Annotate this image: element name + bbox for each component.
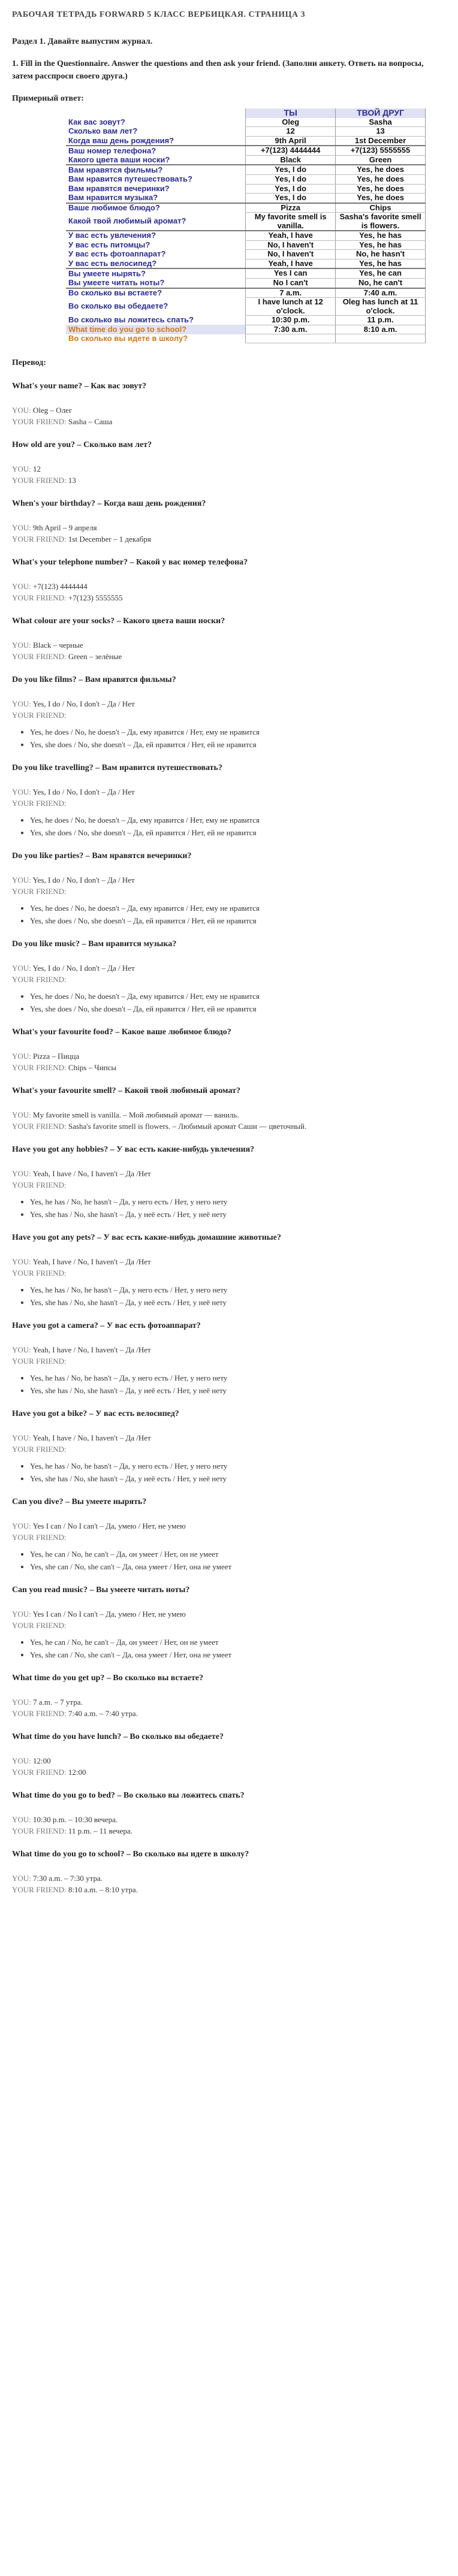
friend-answer: 13 — [68, 476, 76, 485]
you-label: YOU: — [12, 1168, 31, 1178]
qa-list — [12, 380, 446, 1896]
friend-answer-cell: 7:40 a.m. — [336, 288, 426, 298]
friend-line — [12, 1532, 446, 1544]
you-answer-cell: 7:30 a.m. — [246, 325, 336, 334]
friend-option: • Yes, she has / No, she hasn't – Да, у неё есть / Нет, у неё нету — [30, 1297, 446, 1309]
friend-option: • Yes, he does / No, he doesn't – Да, ему нравится / Нет, ему не нравится — [30, 902, 446, 914]
you-label: YOU: — [12, 405, 31, 415]
you-answer: Yes, I do / No, I don't – Да / Нет — [32, 875, 135, 884]
qa-question: What time do you go to school? – Во сколько вы идете в школу? — [12, 1849, 249, 1859]
friend-options-list — [12, 1636, 446, 1661]
question-cell: Во сколько вы ложитесь спать? — [68, 315, 194, 325]
qa-question: Do you like music? – Вам нравится музыка? — [12, 939, 177, 949]
friend-label: YOUR FRIEND: — [12, 711, 67, 720]
you-answer-cell — [246, 334, 336, 343]
friend-answer-cell: 13 — [336, 127, 426, 137]
table-row — [66, 155, 426, 165]
you-answer: Yeah, I have / No, I haven't – Да /Нет — [32, 1257, 151, 1266]
you-answer: Yes, I do / No, I don't – Да / Нет — [32, 699, 135, 708]
question-cell: Сколько вам лет? — [68, 126, 138, 136]
you-answer: 12:00 — [33, 1756, 51, 1765]
question-cell: Вам нравятся фильмы? — [66, 165, 246, 174]
table-row — [66, 146, 426, 155]
friend-label: YOUR FRIEND: — [12, 1533, 67, 1542]
you-label: YOU: — [12, 1756, 31, 1765]
translation-title: Перевод: — [12, 358, 46, 367]
qa-question: How old are you? – Сколько вам лет? — [12, 440, 152, 449]
task-instruction: 1. Fill in the Questionnaire. Answer the questions and then ask your friend. (Заполни анкету. Ответь на вопросы, затем расспроси своего друга.) — [12, 59, 424, 81]
friend-answer-cell: 1st December — [336, 136, 426, 146]
friend-answer: 11 p.m. – 11 вечера. — [68, 1826, 132, 1836]
question-cell: Какой твой любимый аромат? — [68, 216, 186, 226]
you-line — [12, 1050, 446, 1062]
you-answer: My favorite smell is vanilla. – Мой любимый аромат — ваниль. — [33, 1110, 239, 1119]
you-label: YOU: — [12, 1609, 31, 1618]
you-line — [12, 404, 446, 416]
table-row — [66, 203, 426, 213]
friend-line — [12, 1884, 446, 1896]
friend-answer: 7:40 a.m. – 7:40 утра. — [68, 1709, 138, 1719]
friend-answer: Green – зелёные — [68, 652, 122, 662]
you-line — [12, 522, 446, 534]
table-row — [66, 174, 426, 184]
friend-option: • Yes, he has / No, he hasn't – Да, у него есть / Нет, у него нету — [30, 1460, 446, 1472]
you-answer-cell: Oleg — [246, 118, 336, 127]
you-answer-cell: Yes, I do — [246, 165, 336, 174]
friend-options-list — [12, 1372, 446, 1397]
you-line — [12, 698, 446, 710]
question-cell: Вам нравятся вечеринки? — [68, 183, 170, 193]
friend-line — [12, 1620, 446, 1632]
friend-answer-cell: Sasha — [336, 118, 426, 127]
question-cell: What time do you go to school? — [66, 325, 246, 334]
qa-item — [12, 674, 446, 751]
qa-item — [12, 1319, 446, 1397]
friend-option: • Yes, she has / No, she hasn't – Да, у неё есть / Нет, у неё нету — [30, 1209, 446, 1221]
qa-item — [12, 762, 446, 839]
you-answer: Yeah, I have / No, I haven't – Да /Нет — [32, 1345, 151, 1354]
qa-question: Have you got a bike? – У вас есть велосипед? — [12, 1409, 179, 1418]
qa-question: What's your favourite food? – Какое ваше любимое блюдо? — [12, 1027, 231, 1037]
you-answer: Black – черные — [33, 640, 83, 650]
question-cell: У вас есть фотоаппарат? — [68, 249, 166, 259]
friend-answer-cell: Oleg has lunch at 11 o'clock. — [336, 298, 426, 316]
you-line — [12, 581, 446, 593]
friend-answer-cell: Yes, he has — [336, 240, 426, 250]
friend-option: • Yes, she can / No, she can't – Да, она умеет / Нет, она не умеет — [30, 1649, 446, 1661]
friend-options-list — [12, 814, 446, 839]
table-row — [66, 240, 426, 250]
you-label: YOU: — [12, 1433, 31, 1442]
friend-line — [12, 475, 446, 487]
friend-line — [12, 798, 446, 810]
qa-question: Can you read music? – Вы умеете читать ноты? — [12, 1585, 190, 1594]
qa-item — [12, 1085, 446, 1133]
friend-label: YOUR FRIEND: — [12, 799, 67, 808]
friend-line — [12, 416, 446, 428]
friend-option: • Yes, she can / No, she can't – Да, она умеет / Нет, она не умеет — [30, 1561, 446, 1573]
qa-question: Do you like travelling? – Вам нравится путешествовать? — [12, 763, 222, 772]
friend-label: YOUR FRIEND: — [12, 652, 67, 662]
you-line — [12, 1608, 446, 1620]
qa-question: What time do you get up? – Во сколько вы встаете? — [12, 1673, 204, 1683]
table-row — [66, 118, 426, 127]
friend-line — [12, 592, 446, 604]
you-line — [12, 1432, 446, 1444]
friend-answer-cell: 11 p.m. — [336, 316, 426, 325]
friend-label: YOUR FRIEND: — [12, 887, 67, 896]
qa-item — [12, 850, 446, 927]
friend-options-list — [12, 902, 446, 927]
friend-answer: Sasha – Саша — [68, 417, 113, 427]
friend-line — [12, 1121, 446, 1133]
friend-answer-cell: Yes, he does — [336, 174, 426, 184]
friend-answer-cell: Yes, he can — [336, 268, 426, 278]
question-cell: Когда ваш день рождения? — [68, 135, 174, 145]
header-you: ТЫ — [246, 108, 336, 118]
table-row — [66, 250, 426, 259]
friend-option: • Yes, he does / No, he doesn't – Да, ему нравится / Нет, ему не нравится — [30, 814, 446, 826]
table-row — [66, 213, 426, 231]
friend-answer: 1st December – 1 декабря — [68, 534, 151, 544]
table-row — [66, 298, 426, 316]
you-answer-cell: 7 a.m. — [246, 288, 336, 298]
you-answer-cell: Yeah, I have — [246, 231, 336, 240]
qa-item — [12, 615, 446, 663]
friend-option: • Yes, she does / No, she doesn't – Да, ей нравится / Нет, ей не нравится — [30, 827, 446, 839]
friend-label: YOUR FRIEND: — [12, 1180, 67, 1190]
friend-options-list — [12, 990, 446, 1015]
qa-item — [12, 1672, 446, 1720]
friend-line — [12, 1355, 446, 1367]
you-line — [12, 1168, 446, 1180]
qa-item — [12, 1026, 446, 1074]
qa-item — [12, 1789, 446, 1837]
qa-question: Can you dive? – Вы умеете нырять? — [12, 1497, 147, 1506]
question-cell: У вас есть увлечения? — [66, 231, 246, 240]
you-answer-cell: My favorite smell is vanilla. — [246, 213, 336, 231]
friend-answer-cell: Yes, he does — [336, 184, 426, 194]
you-label: YOU: — [12, 1814, 31, 1824]
you-line — [12, 962, 446, 974]
qa-question: Do you like parties? – Вам нравятся вечеринки? — [12, 851, 192, 860]
question-cell: Во сколько вы встаете? — [66, 288, 246, 298]
friend-label: YOUR FRIEND: — [12, 417, 67, 427]
friend-line — [12, 1179, 446, 1191]
you-label: YOU: — [12, 699, 31, 708]
table-row — [66, 259, 426, 268]
you-answer-cell: Yes, I do — [246, 174, 336, 184]
you-answer: Yes I can / No I can't – Да, умею / Нет, не умею — [32, 1521, 186, 1530]
qa-item — [12, 1584, 446, 1661]
you-answer-cell: Yes, I do — [246, 184, 336, 194]
qa-item — [12, 1143, 446, 1221]
friend-answer: 8:10 a.m. – 8:10 утра. — [68, 1885, 138, 1895]
qa-question: Have you got any hobbies? – У вас есть какие-нибудь увлечения? — [12, 1144, 255, 1154]
friend-option: • Yes, she does / No, she doesn't – Да, ей нравится / Нет, ей не нравится — [30, 915, 446, 927]
table-row — [66, 268, 426, 278]
friend-label: YOUR FRIEND: — [12, 593, 67, 603]
you-answer: Pizza – Пицца — [33, 1051, 80, 1061]
section-title: Раздел 1. Давайте выпустим журнал. — [12, 37, 153, 46]
you-answer-cell: +7(123) 4444444 — [246, 146, 336, 155]
qa-item — [12, 1848, 446, 1896]
friend-option: • Yes, she does / No, she doesn't – Да, ей нравится / Нет, ей не нравится — [30, 1003, 446, 1015]
you-answer-cell: No, I haven't — [246, 250, 336, 259]
you-label: YOU: — [12, 963, 31, 973]
question-cell: Вам нравится путешествовать? — [68, 174, 192, 183]
you-line — [12, 1109, 446, 1121]
qa-question: What's your name? – Как вас зовут? — [12, 381, 147, 391]
qa-item — [12, 938, 446, 1015]
friend-options-list — [12, 1284, 446, 1309]
friend-line — [12, 709, 446, 721]
you-line — [12, 1344, 446, 1356]
friend-option: • Yes, she has / No, she hasn't – Да, у неё есть / Нет, у неё нету — [30, 1385, 446, 1397]
friend-answer-cell: +7(123) 5555555 — [336, 146, 426, 155]
you-line — [12, 1696, 446, 1708]
friend-answer-cell: Green — [336, 155, 426, 165]
friend-option: • Yes, he can / No, he can't – Да, он умеет / Нет, он не умеет — [30, 1548, 446, 1560]
friend-answer: Sasha's favorite smell is flowers. – Любимый аромат Саши — цветочный. — [68, 1122, 307, 1131]
table-row — [66, 184, 426, 194]
friend-answer-cell: Chips — [336, 203, 426, 213]
friend-answer-cell — [336, 334, 426, 343]
qa-item — [12, 1408, 446, 1485]
friend-options-list — [12, 1196, 446, 1221]
you-label: YOU: — [12, 1345, 31, 1354]
friend-label: YOUR FRIEND: — [12, 1063, 67, 1073]
you-answer: Yes I can / No I can't – Да, умею / Нет, не умею — [32, 1609, 186, 1618]
you-answer: 9th April – 9 апреля — [33, 523, 97, 532]
sample-answer-title: Примерный ответ: — [12, 94, 84, 103]
friend-answer: 12:00 — [68, 1768, 86, 1777]
page-header-title: РАБОЧАЯ ТЕТРАДЬ FORWARD 5 КЛАСС ВЕРБИЦКАЯ. СТРАНИЦА 3 — [12, 10, 306, 19]
qa-question: Do you like films? – Вам нравятся фильмы? — [12, 675, 176, 684]
qa-question: What colour are your socks? – Какого цвета ваши носки? — [12, 616, 225, 626]
you-answer-cell: I have lunch at 12 o'clock. — [246, 298, 336, 316]
friend-line — [12, 1766, 446, 1778]
friend-answer-cell: Yes, he does — [336, 165, 426, 174]
question-cell: У вас есть питомцы? — [68, 240, 150, 249]
friend-options-list — [12, 1460, 446, 1485]
friend-option: • Yes, he does / No, he doesn't – Да, ему нравится / Нет, ему не нравится — [30, 726, 446, 738]
qa-question: What time do you have lunch? – Во сколько вы обедаете? — [12, 1732, 224, 1741]
header-friend: ТВОЙ ДРУГ — [336, 108, 426, 118]
friend-line — [12, 1443, 446, 1455]
friend-answer-cell: Yes, he has — [336, 231, 426, 240]
friend-label: YOUR FRIEND: — [12, 1269, 67, 1278]
friend-option: • Yes, she has / No, she hasn't – Да, у неё есть / Нет, у неё нету — [30, 1473, 446, 1485]
qa-item — [12, 556, 446, 604]
you-answer: Yeah, I have / No, I haven't – Да /Нет — [32, 1168, 151, 1178]
question-cell: Вам нравится музыка? — [68, 192, 158, 202]
friend-answer-cell: 8:10 a.m. — [336, 325, 426, 334]
you-line — [12, 874, 446, 886]
friend-options-list — [12, 726, 446, 751]
friend-line — [12, 886, 446, 898]
qa-question: When's your birthday? – Когда ваш день рождения? — [12, 499, 206, 508]
friend-label: YOUR FRIEND: — [12, 534, 67, 544]
friend-label: YOUR FRIEND: — [12, 1709, 67, 1719]
you-label: YOU: — [12, 787, 31, 796]
friend-answer-cell: No, he hasn't — [336, 250, 426, 259]
you-label: YOU: — [12, 1257, 31, 1266]
table-row — [66, 127, 426, 137]
you-label: YOU: — [12, 875, 31, 884]
friend-answer-cell: Yes, he does — [336, 194, 426, 203]
you-label: YOU: — [12, 581, 31, 591]
question-cell: У вас есть велосипед? — [68, 258, 157, 268]
question-cell: Вы умеете читать ноты? — [68, 277, 165, 287]
you-answer: 7:30 a.m. – 7:30 утра. — [33, 1873, 103, 1883]
table-row — [66, 165, 426, 174]
friend-options-list — [12, 1548, 446, 1573]
question-cell: Ваш номер телефона? — [66, 146, 246, 155]
you-answer-cell: Black — [246, 155, 336, 165]
you-line — [12, 1814, 446, 1826]
you-answer-cell: 12 — [246, 127, 336, 137]
table-row — [66, 136, 426, 146]
you-answer-cell: Yeah, I have — [246, 259, 336, 268]
friend-label: YOUR FRIEND: — [12, 476, 67, 485]
you-label: YOU: — [12, 1873, 31, 1883]
you-label: YOU: — [12, 1521, 31, 1530]
friend-label: YOUR FRIEND: — [12, 1621, 67, 1630]
you-answer: Oleg – Олег — [33, 405, 73, 415]
table-row — [66, 334, 426, 343]
qa-question: What's your favourite smell? – Какой твой любимый аромат? — [12, 1086, 241, 1095]
you-answer-cell: No, I haven't — [246, 240, 336, 250]
qa-item — [12, 1231, 446, 1309]
you-answer-cell: 10:30 p.m. — [246, 316, 336, 325]
you-answer-cell: Pizza — [246, 203, 336, 213]
question-cell: Во сколько вы идете в школу? — [68, 333, 188, 343]
table-header-row — [66, 108, 426, 118]
table-row — [66, 194, 426, 203]
friend-label: YOUR FRIEND: — [12, 1357, 67, 1366]
friend-label: YOUR FRIEND: — [12, 1768, 67, 1777]
you-line — [12, 639, 446, 651]
you-line — [12, 1755, 446, 1767]
you-label: YOU: — [12, 1697, 31, 1707]
you-answer: Yeah, I have / No, I haven't – Да /Нет — [32, 1433, 151, 1442]
you-answer: 10:30 p.m. – 10:30 вечера. — [33, 1814, 118, 1824]
friend-answer-cell: Yes, he has — [336, 259, 426, 268]
you-label: YOU: — [12, 464, 31, 473]
friend-line — [12, 1062, 446, 1074]
questionnaire-table — [66, 108, 426, 343]
you-line — [12, 1873, 446, 1885]
qa-item — [12, 380, 446, 428]
friend-label: YOUR FRIEND: — [12, 1826, 67, 1836]
question-cell: Какого цвета ваши носки? — [68, 155, 170, 164]
friend-answer-cell: Sasha's favorite smell is flowers. — [336, 213, 426, 231]
you-label: YOU: — [12, 1110, 31, 1119]
you-answer-cell: 9th April — [246, 136, 336, 146]
you-answer-cell: Yes, I do — [246, 194, 336, 203]
table-row — [66, 288, 426, 298]
friend-label: YOUR FRIEND: — [12, 1122, 67, 1131]
qa-question: What time do you go to bed? – Во сколько вы ложитесь спать? — [12, 1790, 245, 1800]
qa-item — [12, 1496, 446, 1573]
you-answer: Yes, I do / No, I don't – Да / Нет — [32, 963, 135, 973]
you-answer: +7(123) 4444444 — [33, 581, 88, 591]
qa-question: What's your telephone number? – Какой у вас номер телефона? — [12, 557, 248, 567]
friend-option: • Yes, he does / No, he doesn't – Да, ему нравится / Нет, ему не нравится — [30, 990, 446, 1002]
you-answer-cell: Yes I can — [246, 268, 336, 278]
question-cell: Во сколько вы обедаете? — [68, 301, 168, 311]
you-label: YOU: — [12, 523, 31, 532]
qa-question: Have you got any pets? – У вас есть какие-нибудь домашние животные? — [12, 1233, 281, 1242]
friend-option: • Yes, he can / No, he can't – Да, он умеет / Нет, он не умеет — [30, 1636, 446, 1648]
table-row — [66, 231, 426, 240]
qa-item — [12, 1731, 446, 1778]
friend-answer: +7(123) 5555555 — [68, 593, 123, 603]
you-line — [12, 1520, 446, 1532]
you-label: YOU: — [12, 640, 31, 650]
header-empty-cell — [66, 108, 246, 118]
friend-option: • Yes, she does / No, she doesn't – Да, ей нравится / Нет, ей не нравится — [30, 739, 446, 751]
table-row — [66, 278, 426, 288]
friend-label: YOUR FRIEND: — [12, 975, 67, 985]
question-cell: Ваше любимое блюдо? — [66, 203, 246, 213]
question-cell: Как вас зовут? — [68, 117, 125, 126]
friend-line — [12, 651, 446, 663]
friend-option: • Yes, he has / No, he hasn't – Да, у него есть / Нет, у него нету — [30, 1196, 446, 1208]
friend-label: YOUR FRIEND: — [12, 1445, 67, 1454]
qa-item — [12, 497, 446, 545]
friend-option: • Yes, he has / No, he hasn't – Да, у него есть / Нет, у него нету — [30, 1284, 446, 1296]
friend-answer-cell: No, he can't — [336, 278, 426, 288]
table-row — [66, 316, 426, 325]
question-cell: Вы умеете нырять? — [66, 268, 246, 278]
friend-option: • Yes, he has / No, he hasn't – Да, у него есть / Нет, у него нету — [30, 1372, 446, 1384]
you-label: YOU: — [12, 1051, 31, 1061]
you-answer: 12 — [33, 464, 41, 473]
friend-line — [12, 974, 446, 986]
you-answer-cell: No I can't — [246, 278, 336, 288]
friend-line — [12, 1708, 446, 1720]
you-answer: 7 a.m. – 7 утра. — [33, 1697, 83, 1707]
you-answer: Yes, I do / No, I don't – Да / Нет — [32, 787, 135, 796]
friend-line — [12, 533, 446, 545]
friend-label: YOUR FRIEND: — [12, 1885, 67, 1895]
questionnaire-table-image — [66, 108, 426, 343]
qa-item — [12, 439, 446, 487]
you-line — [12, 463, 446, 475]
friend-line — [12, 1267, 446, 1279]
table-row — [66, 325, 426, 334]
qa-question: Have you got a camera? – У вас есть фотоаппарат? — [12, 1321, 201, 1330]
friend-answer: Chips – Чипсы — [68, 1063, 117, 1073]
you-line — [12, 786, 446, 798]
friend-line — [12, 1825, 446, 1837]
you-line — [12, 1256, 446, 1268]
